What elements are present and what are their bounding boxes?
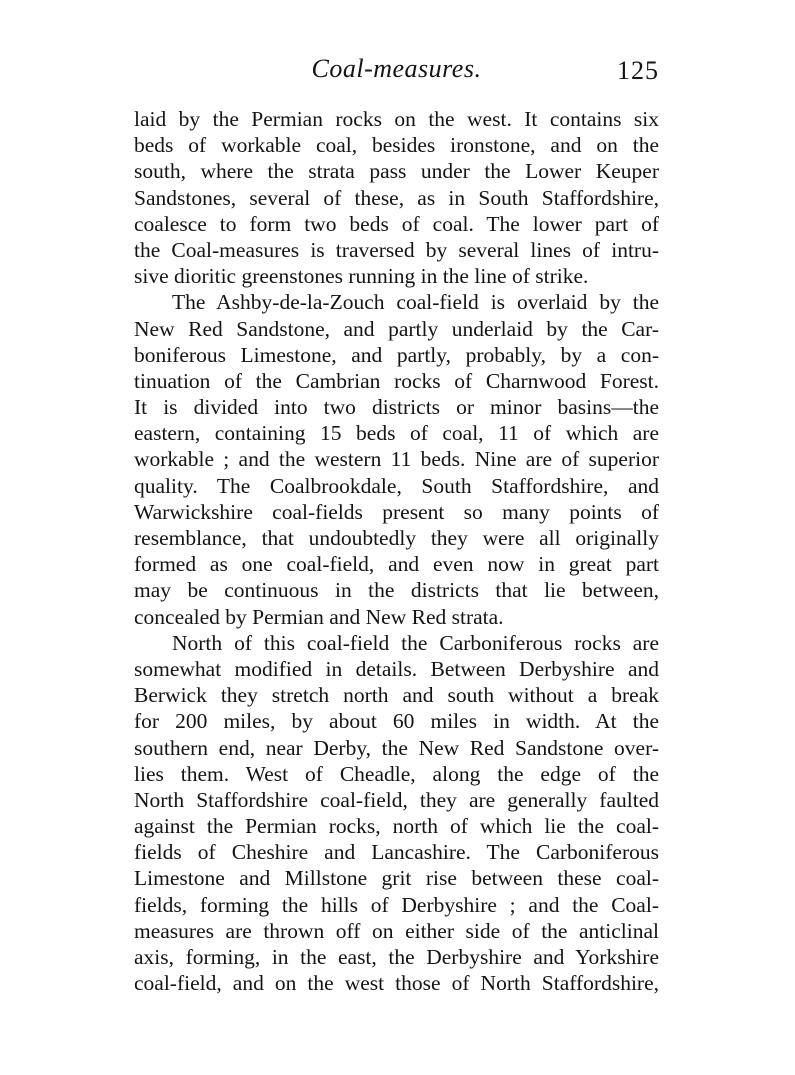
text-line: measures are thrown off on either side of the anticlinal	[134, 918, 659, 943]
text-line: for 200 miles, by about 60 miles in width. At the	[134, 709, 659, 734]
text-line: beds of workable coal, besides ironstone, and on the	[134, 133, 659, 158]
text-line: Berwick they stretch north and south without a break	[134, 683, 659, 708]
text-line: Limestone and Millstone grit rise between these coal-	[134, 866, 659, 891]
text-line: concealed by Permian and New Red strata.	[134, 604, 504, 629]
text-line: boniferous Limestone, and partly, probably, by a con-	[134, 342, 659, 367]
body-text	[134, 106, 659, 996]
text-line: Warwickshire coal-fields present so many points of	[134, 499, 659, 524]
text-line: the Coal-measures is traversed by several lines of intru-	[134, 237, 659, 262]
text-line: somewhat modified in details. Between Derbyshire and	[134, 656, 659, 681]
text-line: North of this coal-field the Carboniferous rocks are	[172, 630, 659, 655]
running-head	[134, 54, 659, 90]
text-line: axis, forming, in the east, the Derbyshire and Yorkshire	[134, 945, 659, 969]
text-line: The Ashby-de-la-Zouch coal-field is overlaid by the	[172, 290, 659, 315]
text-line: workable ; and the western 11 beds. Nine are of superior	[134, 447, 659, 472]
text-line: fields of Cheshire and Lancashire. The Carboniferous	[134, 840, 659, 865]
text-line: Sandstones, several of these, as in South Staffordshire,	[134, 185, 659, 210]
running-title: Coal-measures.	[311, 54, 482, 83]
text-line: against the Permian rocks, north of which lie the coal-	[134, 814, 659, 839]
text-line: quality. The Coalbrookdale, South Staffordshire, and	[134, 473, 659, 498]
text-line: may be continuous in the districts that lie between,	[134, 578, 659, 603]
text-line: sive dioritic greenstones running in the line of strike.	[134, 264, 589, 289]
text-line: coalesce to form two beds of coal. The lower part of	[134, 211, 659, 236]
text-line: southern end, near Derby, the New Red Sandstone over-	[134, 735, 659, 760]
text-line: laid by the Permian rocks on the west. It contains six	[134, 107, 659, 131]
text-line: lies them. West of Cheadle, along the edge of the	[134, 761, 659, 786]
text-line: resemblance, that undoubtedly they were all originally	[134, 526, 659, 550]
page-number: 125	[617, 56, 659, 85]
text-line: It is divided into two districts or minor basins—the	[134, 395, 659, 420]
text-line: coal-field, and on the west those of North Staffordshire,	[134, 971, 659, 996]
text-line: formed as one coal-field, and even now in great part	[134, 552, 659, 577]
text-line: eastern, containing 15 beds of coal, 11 of which are	[134, 421, 659, 446]
text-line: North Staffordshire coal-field, they are generally faulted	[134, 787, 659, 812]
text-line: south, where the strata pass under the Lower Keuper	[134, 159, 659, 184]
text-line: fields, forming the hills of Derbyshire ; and the Coal-	[134, 892, 659, 917]
text-line: tinuation of the Cambrian rocks of Charnwood Forest.	[134, 368, 659, 393]
text-line: New Red Sandstone, and partly underlaid by the Car-	[134, 316, 659, 341]
